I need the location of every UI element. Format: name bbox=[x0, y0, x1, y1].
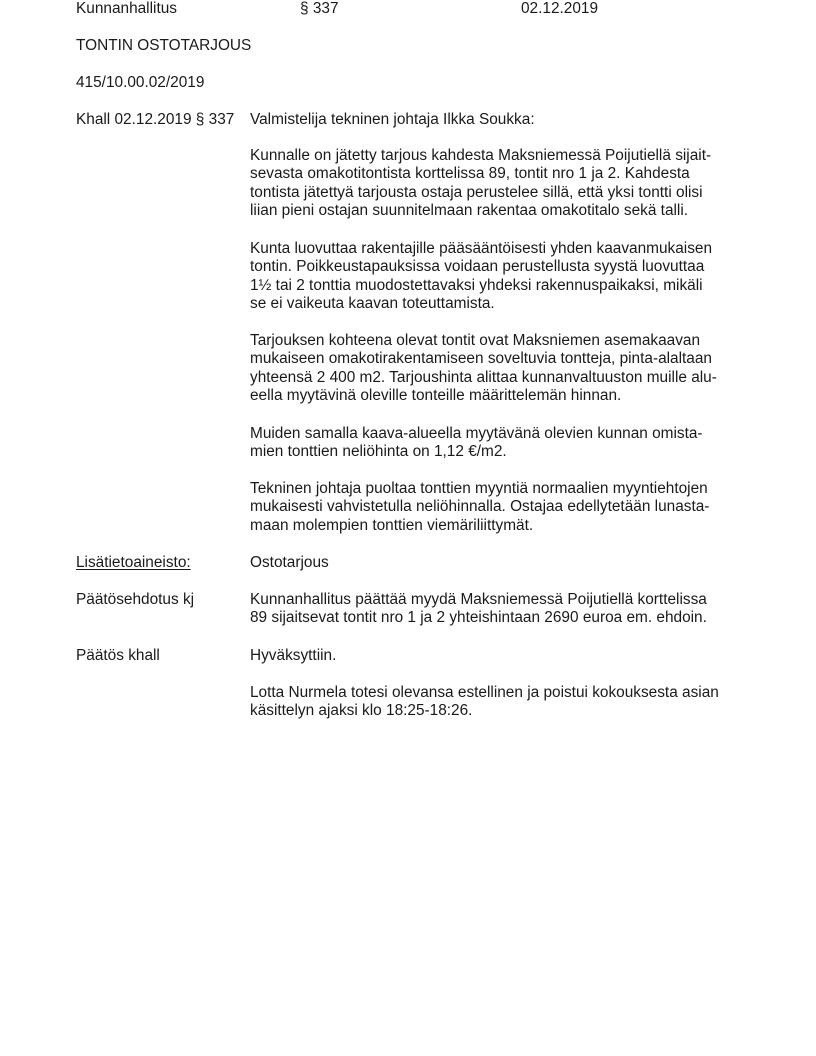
paragraph-line: 1½ tai 2 tonttia muodostettavaksi yhdeksi rakennuspaikaksi, mikäli bbox=[250, 276, 703, 294]
diary-number: 415/10.00.02/2019 bbox=[76, 74, 205, 91]
header-body-name: Kunnanhallitus bbox=[76, 0, 177, 17]
body-paragraph-1 bbox=[250, 147, 750, 220]
paragraph-line: Tekninen johtaja puoltaa tonttien myyntiä normaalien myyntiehtojen bbox=[250, 480, 708, 497]
paragraph-line: liian pieni ostajan suunnitelmaan rakentaa omakotitalo sekä talli. bbox=[250, 201, 689, 219]
proposal-line: 89 sijaitsevat tontit nro 1 ja 2 yhteishintaan 2690 euroa em. ehdoin. bbox=[250, 609, 707, 627]
paragraph-line: maan molempien tonttien viemäriliittymät. bbox=[250, 516, 534, 534]
body-paragraph-3 bbox=[250, 332, 750, 405]
decision-label: Päätös khall bbox=[76, 647, 160, 664]
document-title: TONTIN OSTOTARJOUS bbox=[76, 37, 252, 54]
body-paragraph-5 bbox=[250, 480, 750, 535]
paragraph-line: sevasta omakotitontista korttelissa 89, tontit nro 1 ja 2. Kahdesta bbox=[250, 165, 690, 183]
paragraph-line: tontin. Poikkeustapauksissa voidaan perustellusta syystä luovuttaa bbox=[250, 258, 705, 276]
additional-info-label: Lisätietoaineisto: bbox=[76, 554, 191, 571]
preparation-text: Valmistelija tekninen johtaja Ilkka Soukka: bbox=[250, 111, 535, 128]
paragraph-line: mien tonttien neliöhinta on 1,12 €/m2. bbox=[250, 443, 507, 461]
paragraph-line: Muiden samalla kaava-alueella myytävänä olevien kunnan omista- bbox=[250, 425, 703, 442]
paragraph-line: Kunnalle on jätetty tarjous kahdesta Maksniemessä Poijutiellä sijait- bbox=[250, 147, 712, 164]
decision-value: Hyväksyttiin. bbox=[250, 647, 337, 664]
header-section: § 337 bbox=[300, 0, 339, 17]
paragraph-line: mukaisesti vahvistetulla neliöhinnalla. Ostajaa edellytetään lunasta- bbox=[250, 498, 710, 516]
proposal-text bbox=[250, 591, 750, 628]
paragraph-line: se ei vaikeuta kaavan toteuttamista. bbox=[250, 294, 495, 312]
body-paragraph-4 bbox=[250, 425, 750, 462]
proposal-line: Kunnanhallitus päättää myydä Maksniemessä Poijutiellä korttelissa bbox=[250, 591, 707, 608]
header-date: 02.12.2019 bbox=[521, 0, 599, 17]
additional-info-value: Ostotarjous bbox=[250, 554, 329, 571]
paragraph-line: Tarjouksen kohteena olevat tontit ovat Maksniemen asemakaavan bbox=[250, 332, 701, 349]
paragraph-line: tontista jätettyä tarjousta ostaja perustelee sillä, että yksi tontti olisi bbox=[250, 183, 703, 201]
paragraph-line: Kunta luovuttaa rakentajille pääsääntöisesti yhden kaavanmukaisen bbox=[250, 240, 713, 257]
decision-note bbox=[250, 684, 750, 721]
proposal-label: Päätösehdotus kj bbox=[76, 591, 195, 608]
preparation-label: Khall 02.12.2019 § 337 bbox=[76, 111, 235, 128]
decision-note-line: käsittelyn ajaksi klo 18:25-18:26. bbox=[250, 702, 473, 720]
paragraph-line: yhteensä 2 400 m2. Tarjoushinta alittaa kunnanvaltuuston muille alu- bbox=[250, 368, 717, 386]
decision-note-line: Lotta Nurmela totesi olevansa estellinen ja poistui kokouksesta asian bbox=[250, 684, 719, 701]
body-paragraph-2 bbox=[250, 240, 750, 313]
paragraph-line: eella myytävinä oleville tonteille määrittelemän hinnan. bbox=[250, 386, 622, 404]
paragraph-line: mukaiseen omakotirakentamiseen soveltuvia tontteja, pinta-alaltaan bbox=[250, 350, 712, 368]
